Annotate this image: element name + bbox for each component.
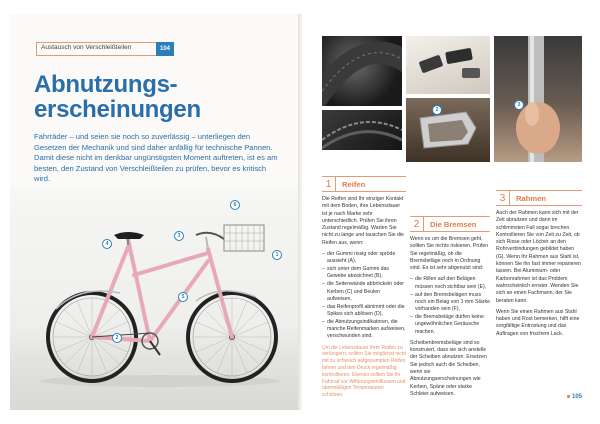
bike-callout-5: 5: [178, 292, 188, 302]
bike-illustration: [10, 189, 298, 410]
page-number-right: 105: [567, 394, 582, 400]
heading-brakes-label: Die Bremsen: [430, 219, 477, 229]
photo-badge-frame: 3: [514, 100, 524, 110]
brakes-list-item: – auf den Bremsbelägen muss noch ein Belag von 1 mm Stärke vorhanden sein (F),: [410, 292, 490, 314]
left-page: [10, 14, 298, 410]
page-title: [34, 72, 284, 122]
intro-text: Fahrräder – und seien sie noch so zuverlässig – unterliegen den Gesetzen der Mechanik und sind daher anfällig für technische Pannen. Damit diese nicht im denkbar ungünstigsten Moment auftreten, ist es am besten, den Zustand von Verschleißteilen zu prüfen, bevor es kritisch wird.: [34, 132, 278, 184]
heading-frame-number: 3: [496, 191, 510, 205]
tires-list-item: – das Reifenprofil abnimmt oder die Spikes sich ablösen (D),: [322, 304, 406, 319]
column-tires: [322, 196, 406, 403]
tires-list-item: – der Gummi rissig oder spröde aussieht (A),: [322, 251, 406, 266]
column-brakes: [410, 236, 490, 402]
bike-callout-2: 2: [112, 333, 122, 343]
disc-pad-graphic: [406, 98, 490, 162]
photo-badge-brake: 2: [432, 105, 442, 115]
tire-tread-graphic: [322, 36, 402, 106]
heading-brakes: [410, 216, 490, 232]
title-line-2: erscheinungen: [34, 96, 201, 123]
photo-disc-brake-pad: [406, 98, 490, 162]
tires-note: Um die Lebensdauer Ihrer Reifen zu verlängern, sollten Sie möglichst nicht mit zu schwach aufgepumpten Reifen fahren und den Druck regelmäßig kontrollieren. Ebenso sollten Sie Ihr Fahrrad vor Witterungseinflüssen und übermäßigen Temperaturen schützen.: [322, 344, 406, 399]
heading-tires: [322, 176, 406, 192]
tires-list-item: – die Seitenwände abbröckeln oder Kerben (C) und Beulen aufweisen,: [322, 281, 406, 303]
photo-frame-check: [494, 36, 582, 162]
photo-brake-pads: [406, 36, 490, 94]
heading-frame: [496, 190, 582, 206]
brake-pad-graphic: [406, 36, 490, 94]
frame-paragraph-2: Wenn Sie einen Rahmen aus Stahl haben und Rost bemerken, hilft eine sorgfältige Entrostung und das Auftragen von frischem Lack.: [496, 308, 580, 337]
bike-callout-3: 3: [174, 231, 184, 241]
heading-frame-label: Rahmen: [516, 193, 546, 203]
section-label: Austausch von Verschleißteilen: [41, 44, 132, 51]
tires-list: [322, 251, 406, 341]
book-spread: [10, 14, 590, 410]
title-line-1: Abnutzungs-: [34, 71, 178, 98]
heading-brakes-number: 2: [410, 217, 424, 231]
bike-callout-6: 6: [230, 200, 240, 210]
tires-intro: Die Reifen sind Ihr einziger Kontakt mit dem Boden, ihre Lebensdauer ist je nach Marke sehr unterschiedlich. Prüfen Sie ihren Zustand regelmäßig. Warten Sie nicht zu lange und tauschen Sie die Reifen aus, wenn:: [322, 196, 404, 246]
heading-tires-label: Reifen: [342, 179, 366, 189]
bike-callout-4: 4: [102, 239, 112, 249]
section-label-box: [36, 42, 156, 56]
tires-list-item: – die Abnutzungsindikatoren, die manche Reifenmarken aufweisen, verschwunden sind.: [322, 319, 406, 341]
brakes-list-item: – die Rillen auf den Belägen müssen noch sichtbar sein (E),: [410, 276, 490, 291]
bike-callout-1: 1: [272, 250, 282, 260]
heading-tires-number: 1: [322, 177, 336, 191]
right-page: [302, 14, 590, 410]
brakes-outro: Scheibenbremsbeläge sind so konstruiert, dass sie sich anstelle der Scheiben abnutzen. Ersetzen Sie jedoch auch die Scheiben, wenn sie Abnutzungserscheinungen wie Kerben, Späne oder starke Schleier aufweisen.: [410, 339, 487, 397]
photo-tire-worn: [322, 36, 402, 106]
bike-photo: [10, 189, 298, 410]
brakes-list-item: – die Bremsbeläge dürfen keine ungewöhnlichen Geräusche machen.: [410, 314, 490, 336]
brakes-intro: Wenn es um die Bremsen geht, sollten Sie nichts riskieren. Prüfen Sie regelmäßig, ob die Bremsbeläge noch in Ordnung sind. Es ist sehr abgenutzt sind:: [410, 236, 489, 272]
column-frame: [496, 210, 582, 342]
brakes-list: [410, 276, 490, 335]
frame-hand-graphic: [494, 36, 582, 162]
tires-list-item: – sich unter dem Gummi das Gewebe abzeichnet (B),: [322, 266, 406, 281]
photo-tire-tread: [322, 110, 402, 150]
frame-paragraph-1: Auch der Rahmen kann sich mit der Zeit abnutzen und dann im schlimmsten Fall sogar brechen. Kontrollieren Sie von Zeit zu Zeit, ob sich Risse oder Löcher an den Rohrverbindungen gebildet haben (G). Wenn Ihr Rahmen aus Stahl ist, können Sie ihn fast immer reparieren lassen. Bei Aluminium- oder Karbonrahmen ist das Problem wahrscheinlich ernster. Wenden Sie sich an einen Fachmann, der Sie beraten kann.: [496, 210, 582, 304]
tire-profile-graphic: [322, 110, 402, 150]
page-number-left: 104: [156, 42, 174, 56]
